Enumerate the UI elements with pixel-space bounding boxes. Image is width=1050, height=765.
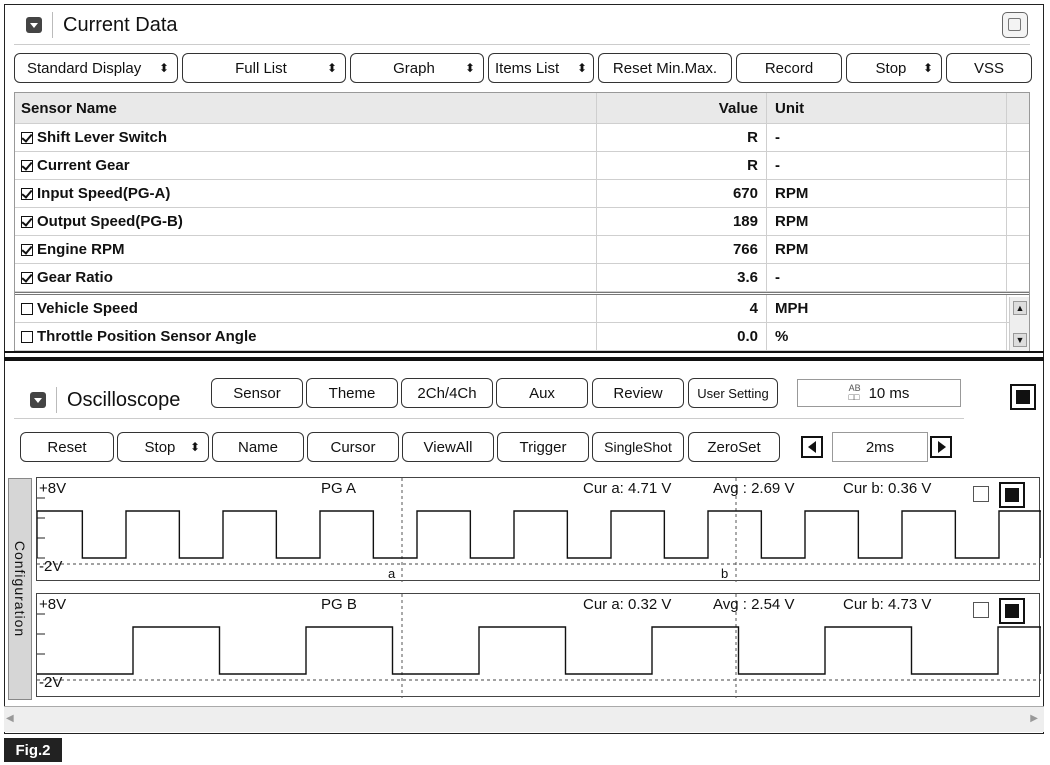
aux-button[interactable]: Aux — [496, 378, 588, 408]
value-cell: 0.0 — [597, 323, 767, 350]
table-scrollbar[interactable] — [1009, 297, 1029, 351]
value-cell: R — [597, 124, 767, 151]
unit-cell: RPM — [767, 208, 1007, 235]
scale-min-label: -2V — [39, 558, 63, 575]
value-header[interactable]: Value — [597, 93, 767, 123]
updown-icon: ⬍ — [922, 61, 933, 75]
sensor-checkbox[interactable] — [21, 244, 33, 256]
graph-select[interactable] — [350, 53, 484, 83]
cursor-button[interactable]: Cursor — [307, 432, 399, 462]
sensor-button[interactable]: Sensor — [211, 378, 303, 408]
channels-button[interactable]: 2Ch/4Ch — [401, 378, 493, 408]
unit-cell: RPM — [767, 180, 1007, 207]
items-list-select[interactable] — [488, 53, 594, 83]
scroll-left-icon[interactable]: ◀ — [6, 713, 14, 724]
reset-min-max-button[interactable]: Reset Min.Max. — [598, 53, 732, 83]
square-waveform — [37, 511, 1041, 558]
name-button[interactable]: Name — [212, 432, 304, 462]
sensor-name: Engine RPM — [37, 241, 125, 258]
review-button[interactable]: Review — [592, 378, 684, 408]
zero-set-button[interactable]: ZeroSet — [688, 432, 780, 462]
scope-fill-toggle-icon[interactable] — [1010, 384, 1036, 410]
time-div-display: 2ms — [832, 432, 928, 462]
value-cell: 4 — [597, 295, 767, 322]
scroll-down-icon[interactable]: ▼ — [1013, 333, 1027, 347]
table-row[interactable] — [15, 180, 1029, 208]
scale-min-label: -2V — [39, 674, 63, 691]
sensor-name-cell — [15, 124, 597, 151]
record-button[interactable]: Record — [736, 53, 842, 83]
maximize-button[interactable] — [1002, 12, 1028, 38]
table-row[interactable] — [15, 208, 1029, 236]
horizontal-scrollbar[interactable] — [4, 706, 1044, 732]
cursor-a-marker: a — [388, 566, 396, 581]
figure-label: Fig.2 — [4, 738, 62, 762]
standard-display-select[interactable] — [14, 53, 178, 83]
square-waveform — [37, 627, 1041, 674]
items-list-label: Items List — [495, 59, 560, 77]
sensor-name-cell — [15, 180, 597, 207]
row-spacer — [1007, 152, 1029, 179]
sensor-name-cell — [15, 295, 597, 322]
row-spacer — [1007, 180, 1029, 207]
time-div-right-arrow-icon[interactable] — [930, 436, 952, 458]
full-list-label: Full List — [235, 59, 287, 77]
cursor-b-marker: b — [721, 566, 729, 581]
configuration-tab[interactable] — [8, 478, 32, 700]
collapse-icon[interactable] — [30, 392, 46, 408]
sensor-checkbox[interactable] — [21, 216, 33, 228]
vss-button[interactable]: VSS — [946, 53, 1032, 83]
value-cell: 766 — [597, 236, 767, 263]
value-cell: 670 — [597, 180, 767, 207]
timebase-display[interactable] — [797, 379, 961, 407]
table-row[interactable] — [15, 264, 1029, 292]
sensor-checkbox[interactable] — [21, 272, 33, 284]
unit-cell: MPH — [767, 295, 1007, 322]
table-row[interactable] — [15, 292, 1029, 323]
sensor-name-header[interactable]: Sensor Name — [15, 93, 597, 123]
updown-icon: ⬍ — [189, 440, 200, 454]
cursor-b-reading: Cur b: 0.36 V — [843, 480, 932, 497]
sensor-name-cell — [15, 152, 597, 179]
cursor-a-reading: Cur a: 0.32 V — [583, 596, 672, 613]
sensor-name-cell — [15, 208, 597, 235]
scale-max-label: +8V — [39, 480, 67, 497]
current-data-title: Current Data — [63, 13, 178, 36]
sensor-name: Gear Ratio — [37, 269, 113, 286]
value-cell: 189 — [597, 208, 767, 235]
header-separator — [56, 387, 57, 413]
view-all-button[interactable]: ViewAll — [402, 432, 494, 462]
timebase-value: 10 ms — [868, 384, 910, 402]
sensor-name: Throttle Position Sensor Angle — [37, 328, 257, 345]
updown-icon: ⬍ — [464, 61, 475, 75]
channel-checkbox[interactable] — [973, 602, 989, 618]
sensor-checkbox[interactable] — [21, 331, 33, 343]
unit-header[interactable]: Unit — [767, 93, 1007, 123]
unit-cell: % — [767, 323, 1007, 350]
sensor-checkbox[interactable] — [21, 132, 33, 144]
header-rule — [14, 418, 964, 419]
time-div-left-arrow-icon[interactable] — [801, 436, 823, 458]
unit-cell: - — [767, 152, 1007, 179]
average-reading: Avg : 2.69 V — [713, 480, 795, 497]
collapse-icon[interactable] — [26, 17, 42, 33]
scope-channel[interactable] — [36, 593, 1040, 697]
theme-button[interactable]: Theme — [306, 378, 398, 408]
table-row[interactable] — [15, 236, 1029, 264]
section-divider[interactable] — [4, 357, 1044, 361]
user-setting-button[interactable]: User Setting — [688, 378, 778, 408]
oscilloscope-header — [30, 387, 180, 413]
row-spacer — [1007, 208, 1029, 235]
average-reading: Avg : 2.54 V — [713, 596, 795, 613]
sensor-checkbox[interactable] — [21, 303, 33, 315]
cursor-a-reading: Cur a: 4.71 V — [583, 480, 672, 497]
section-divider-line — [4, 351, 1044, 353]
trigger-button[interactable]: Trigger — [497, 432, 589, 462]
channel-fill-toggle-icon[interactable] — [999, 598, 1025, 624]
graph-label: Graph — [393, 59, 435, 77]
sensor-name: Shift Lever Switch — [37, 129, 168, 146]
cursor-b-reading: Cur b: 4.73 V — [843, 596, 932, 613]
sensor-name: Output Speed(PG-B) — [37, 213, 183, 230]
sensor-rows — [15, 124, 1029, 351]
channel-name: PG A — [321, 480, 357, 497]
unit-cell: RPM — [767, 236, 1007, 263]
value-cell: R — [597, 152, 767, 179]
table-header — [15, 93, 1029, 124]
sensor-name: Input Speed(PG-A) — [37, 185, 171, 202]
scroll-right-icon[interactable]: ▶ — [1030, 713, 1038, 724]
row-spacer — [1007, 264, 1029, 291]
sensor-checkbox[interactable] — [21, 188, 33, 200]
scope-stop-label: Stop — [144, 438, 176, 456]
header-rule — [14, 44, 1030, 45]
header-separator — [52, 12, 53, 38]
updown-icon: ⬍ — [576, 61, 587, 75]
channel-fill-toggle-icon[interactable] — [999, 482, 1025, 508]
table-row[interactable] — [15, 124, 1029, 152]
sensor-name-cell — [15, 323, 597, 350]
sensor-name: Current Gear — [37, 157, 130, 174]
channel-checkbox[interactable] — [973, 486, 989, 502]
row-spacer — [1007, 236, 1029, 263]
updown-icon: ⬍ — [326, 61, 337, 75]
reset-button[interactable]: Reset — [20, 432, 114, 462]
row-spacer — [1007, 124, 1029, 151]
table-row[interactable] — [15, 152, 1029, 180]
sensor-name-cell — [15, 236, 597, 263]
full-list-select[interactable] — [182, 53, 346, 83]
header-spacer — [1007, 93, 1029, 123]
single-shot-button[interactable]: SingleShot — [592, 432, 684, 462]
table-row[interactable] — [15, 323, 1029, 351]
scroll-up-icon[interactable]: ▲ — [1013, 301, 1027, 315]
sensor-checkbox[interactable] — [21, 160, 33, 172]
scope-channel[interactable] — [36, 477, 1040, 581]
timebase-icon: AB □□ — [848, 383, 861, 402]
value-cell: 3.6 — [597, 264, 767, 291]
scope-stop-select[interactable] — [117, 432, 209, 462]
stop-label: Stop — [875, 59, 907, 77]
unit-cell: - — [767, 124, 1007, 151]
stop-select[interactable] — [846, 53, 942, 83]
sensor-name-cell — [15, 264, 597, 291]
scale-max-label: +8V — [39, 596, 67, 613]
maximize-icon — [1008, 18, 1021, 31]
configuration-label: Configuration — [12, 540, 28, 638]
standard-display-label: Standard Display — [27, 59, 142, 77]
updown-icon: ⬍ — [158, 61, 169, 75]
current-data-header — [26, 12, 178, 38]
unit-cell: - — [767, 264, 1007, 291]
sensor-name: Vehicle Speed — [37, 300, 138, 317]
channel-name: PG B — [321, 596, 357, 613]
oscilloscope-title: Oscilloscope — [67, 388, 181, 411]
sensor-table — [14, 92, 1030, 352]
